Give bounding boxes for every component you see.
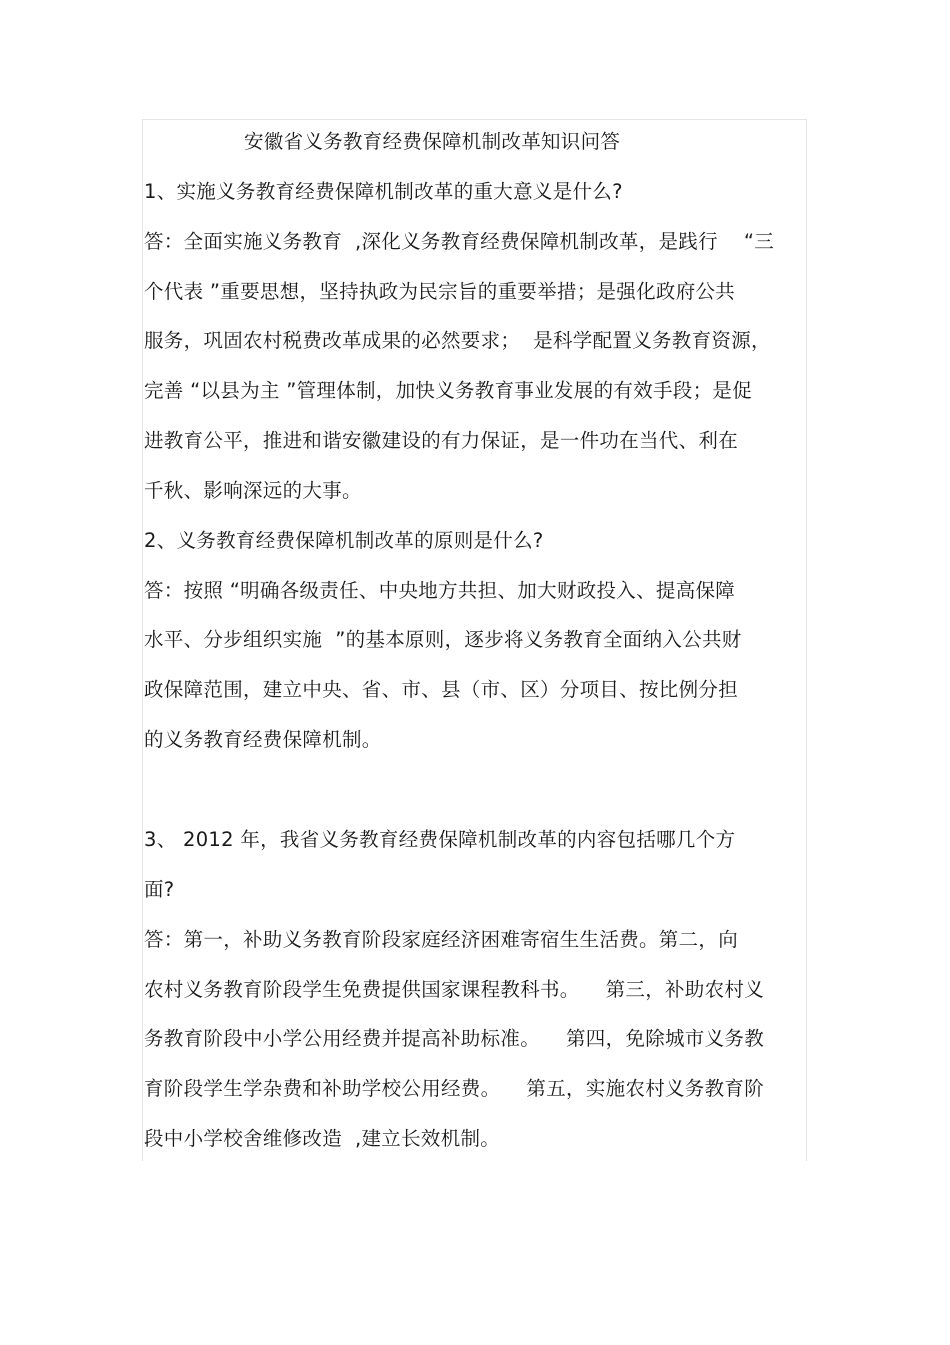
answer-3-line-3: 务教育阶段中小学公用经费并提高补助标准。 第四，免除城市义务教 bbox=[144, 1027, 764, 1050]
answer-2-line-3: 政保障范围，建立中央、省、市、县（市、区）分项目、按比例分担 bbox=[144, 678, 739, 701]
answer-1-line-2: 个代表 ”重要思想，坚持执政为民宗旨的重要举措；是强化政府公共 bbox=[144, 280, 736, 303]
answer-1-line-3: 服务，巩固农村税费改革成果的必然要求； 是科学配置义务教育资源， bbox=[144, 329, 771, 352]
question-1: 1、实施义务教育经费保障机制改革的重大意义是什么? bbox=[144, 180, 623, 203]
answer-3-line-2: 农村义务教育阶段学生免费提供国家课程教科书。 第三，补助农村义 bbox=[144, 978, 764, 1001]
answer-2-line-2: 水平、分步组织实施 ”的基本原则，逐步将义务教育全面纳入公共财 bbox=[144, 628, 742, 651]
page-frame-right-border bbox=[806, 119, 807, 1161]
answer-1-line-1: 答：全面实施义务教育 ,深化义务教育经费保障机制改革，是践行 “三 bbox=[144, 230, 775, 253]
page-frame-top-border bbox=[142, 119, 806, 120]
answer-3-line-1: 答：第一，补助义务教育阶段家庭经济困难寄宿生生活费。第二，向 bbox=[144, 928, 739, 951]
answer-3-line-5: 段中小学校舍维修改造 ,建立长效机制。 bbox=[144, 1127, 501, 1150]
answer-1-line-4: 完善 “以县为主 ”管理体制，加快义务教育事业发展的有效手段；是促 bbox=[144, 379, 753, 402]
page-frame-left-border bbox=[142, 119, 143, 1161]
document-title: 安徽省义务教育经费保障机制改革知识问答 bbox=[244, 130, 621, 153]
answer-2-line-1: 答：按照 “明确各级责任、中央地方共担、加大财政投入、提高保障 bbox=[144, 579, 736, 602]
answer-2-line-4: 的义务教育经费保障机制。 bbox=[144, 728, 382, 751]
question-3-line-2: 面? bbox=[144, 878, 175, 901]
question-2: 2、义务教育经费保障机制改革的原则是什么? bbox=[144, 529, 544, 552]
answer-3-line-4: 育阶段学生学杂费和补助学校公用经费。 第五，实施农村义务教育阶 bbox=[144, 1077, 764, 1100]
answer-1-line-6: 千秋、影响深远的大事。 bbox=[144, 479, 362, 502]
question-3-line-1: 3、 2012 年，我省义务教育经费保障机制改革的内容包括哪几个方 bbox=[144, 828, 736, 851]
answer-1-line-5: 进教育公平，推进和谐安徽建设的有力保证，是一件功在当代、利在 bbox=[144, 429, 739, 452]
